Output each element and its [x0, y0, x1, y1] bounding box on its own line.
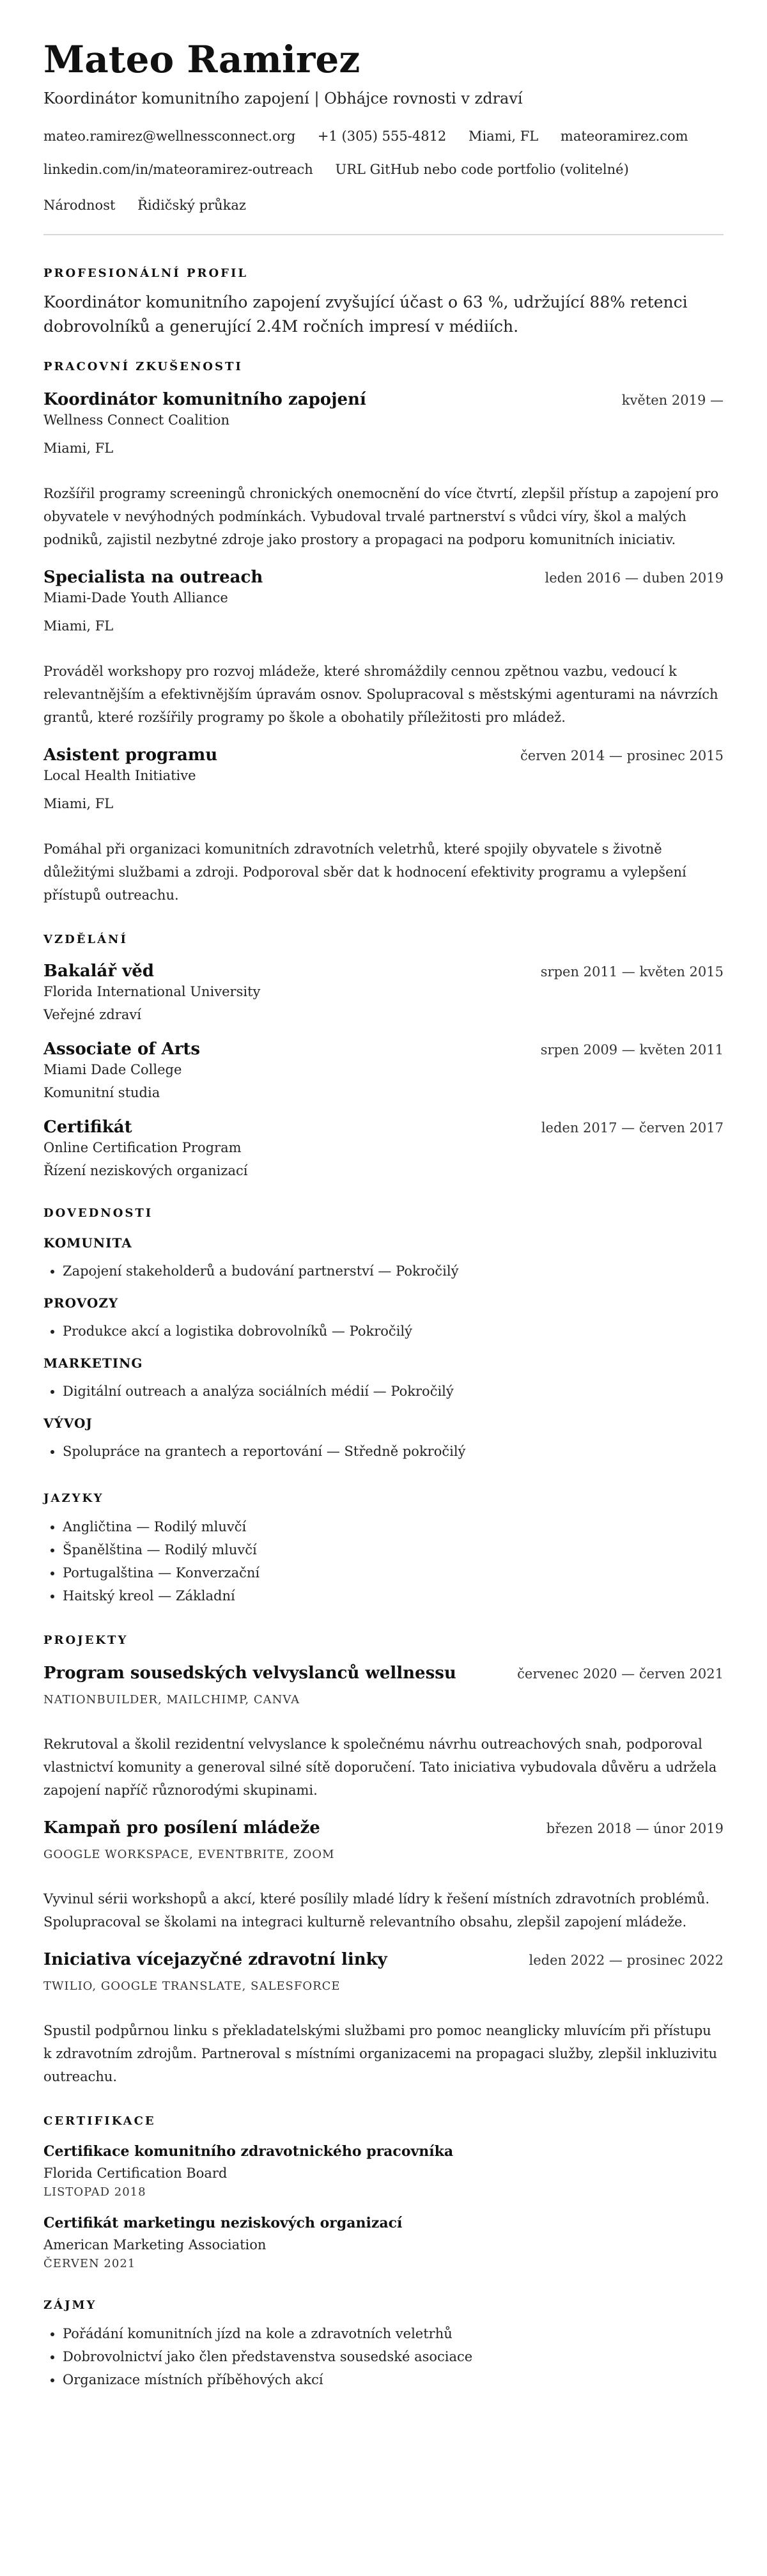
skill-category: [43, 1414, 724, 1463]
certification-issuer: American Marketing Association: [43, 2237, 267, 2252]
linkedin-link[interactable]: linkedin.com/in/mateoramirez-outreach: [43, 162, 313, 177]
github-link[interactable]: URL GitHub nebo code portfolio (volitelné): [335, 162, 629, 177]
skill-item: • Zapojení stakeholderů a budování partnerství — Pokročilý: [63, 1260, 724, 1283]
skill-item: • Spolupráce na grantech a reportování — Středně pokročilý: [63, 1440, 724, 1463]
section-title-interests: ZÁJMY: [43, 2299, 97, 2312]
skill-category-name: VÝVOJ: [43, 1416, 93, 1431]
job-description: Pomáhal při organizaci komunitních zdravotních veletrhů, které spojily obyvatele s životně důležitými službami a zdroji. Podporoval sběr dat k hodnocení efektivity programu a vylepšení přístupů outreachu.: [43, 841, 686, 903]
language-item: • Angličtina — Rodilý mluvčí: [63, 1515, 724, 1538]
interest-item: • Pořádání komunitních jízd na kole a zdravotních veletrhů: [63, 2322, 724, 2345]
certification-entry: [43, 2213, 724, 2272]
project-entry: [43, 1662, 724, 1802]
interests-section: [43, 2298, 724, 2391]
section-title-skills: DOVEDNOSTI: [43, 1206, 153, 1220]
job-dates: květen 2019 —: [621, 393, 724, 408]
license-text: Řidičský průkaz: [137, 198, 246, 213]
website-link[interactable]: mateoramirez.com: [560, 129, 688, 144]
skill-category: [43, 1234, 724, 1283]
skill-category: [43, 1354, 724, 1403]
links-row: [43, 160, 724, 179]
school-name: Florida International University: [43, 984, 261, 999]
nationality-text: Národnost: [43, 198, 116, 213]
skill-item: • Produkce akcí a logistika dobrovolníků — Pokročilý: [63, 1320, 724, 1343]
school-name: Miami Dade College: [43, 1062, 182, 1077]
location-text: Miami, FL: [468, 129, 539, 144]
skill-category-name: PROVOZY: [43, 1295, 119, 1311]
school-name: Online Certification Program: [43, 1140, 242, 1155]
section-title-projects: PROJEKTY: [43, 1634, 128, 1647]
job-description: Rozšířil programy screeningů chronických onemocnění do více čtvrtí, zlepšil přístup a zapojení pro obyvatele v nevýhodných podmínkách. Vybudoval trvalé partnerství s vůdci víry, škol a malých podniků, zajistil nezbytné zdroje jako prostory a propagaci na podporu komunitních iniciativ.: [43, 486, 719, 547]
project-dates: březen 2018 — únor 2019: [546, 1821, 724, 1836]
skill-category-name: KOMUNITA: [43, 1235, 132, 1251]
certification-date: ČERVEN 2021: [43, 2257, 136, 2270]
language-item: • Haitský kreol — Základní: [63, 1584, 724, 1607]
job-dates: leden 2016 — duben 2019: [545, 570, 724, 586]
job-dates: červen 2014 — prosinec 2015: [520, 748, 724, 763]
profile-summary: Koordinátor komunitního zapojení zvyšující účast o 63 %, udržující 88% retenci dobrovolníků a generující 2.4M ročních impresí v médiích.: [43, 293, 688, 336]
tagline: Koordinátor komunitního zapojení | Obhájce rovnosti v zdraví: [43, 90, 523, 107]
education-entry: [43, 1038, 724, 1102]
job-location: Miami, FL: [43, 796, 114, 811]
project-tech: GOOGLE WORKSPACE, EVENTBRITE, ZOOM: [43, 1848, 335, 1861]
skills-section: [43, 1206, 724, 1463]
experience-section: [43, 359, 724, 907]
degree-title: Associate of Arts: [43, 1040, 201, 1059]
certification-name: Certifikace komunitního zdravotnického pracovníka: [43, 2143, 454, 2160]
header-divider: [43, 234, 724, 235]
skill-category-name: MARKETING: [43, 1355, 143, 1371]
project-description: Vyvinul sérii workshopů a akcí, které posílily mladé lídry k řešení místních zdravotních problémů. Spolupracoval se školami na integraci kulturně relevantního obsahu, zlepšil zapojení mládeže.: [43, 1891, 710, 1930]
project-description: Spustil podpůrnou linku s překladatelskými službami pro pomoc neanglicky mluvícím při přístupu k zdravotním zdrojům. Partneroval s místními organizacemi na propagaci služby, zlepšil inkluzivitu outreachu.: [43, 2023, 718, 2084]
job-title: Koordinátor komunitního zapojení: [43, 390, 366, 409]
project-dates: červenec 2020 — červen 2021: [517, 1666, 724, 1682]
email-link[interactable]: mateo.ramirez@wellnessconnect.org: [43, 129, 296, 144]
project-name: Kampaň pro posílení mládeže: [43, 1818, 320, 1838]
project-dates: leden 2022 — prosinec 2022: [529, 1953, 724, 1968]
interest-item: • Dobrovolnictví jako člen představenstva sousedské asociace: [63, 2345, 724, 2368]
skill-item: • Digitální outreach a analýza sociálních médií — Pokročilý: [63, 1380, 724, 1403]
section-title-experience: PRACOVNÍ ZKUŠENOSTI: [43, 360, 243, 373]
project-entry: [43, 1817, 724, 1933]
education-dates: leden 2017 — červen 2017: [541, 1120, 724, 1136]
phone-text: +1 (305) 555-4812: [317, 129, 447, 144]
interest-item: • Organizace místních příběhových akcí: [63, 2368, 724, 2391]
job-title: Specialista na outreach: [43, 568, 263, 587]
candidate-name: Mateo Ramirez: [43, 38, 360, 81]
degree-title: Bakalář věd: [43, 962, 154, 981]
language-item: • Španělština — Rodilý mluvčí: [63, 1538, 724, 1561]
project-name: Iniciativa vícejazyčné zdravotní linky: [43, 1950, 387, 1969]
job-location: Miami, FL: [43, 441, 114, 456]
contact-row: [43, 127, 724, 146]
profile-section: [43, 266, 724, 339]
job-organization: Wellness Connect Coalition: [43, 412, 229, 428]
job-organization: Local Health Initiative: [43, 768, 196, 783]
projects-section: [43, 1633, 724, 2088]
languages-section: [43, 1491, 724, 1607]
skill-category: [43, 1294, 724, 1343]
experience-entry: [43, 566, 724, 729]
project-tech: NATIONBUILDER, MAILCHIMP, CANVA: [43, 1693, 300, 1706]
job-location: Miami, FL: [43, 618, 114, 634]
section-title-profile: PROFESIONÁLNÍ PROFIL: [43, 267, 249, 280]
project-description: Rekrutoval a školil rezidentní velvyslance k společnému návrhu outreachových snah, podporoval vlastnictví komunity a generoval silné sítě doporučení. Tato iniciativa vybudovala důvěru a udržela zapojení napříč různorodými skupinami.: [43, 1737, 717, 1798]
experience-entry: [43, 744, 724, 907]
education-dates: srpen 2009 — květen 2011: [540, 1042, 724, 1058]
project-tech: TWILIO, GOOGLE TRANSLATE, SALESFORCE: [43, 1979, 341, 1993]
project-name: Program sousedských velvyslanců wellnessu: [43, 1664, 456, 1683]
certification-name: Certifikát marketingu neziskových organizací: [43, 2215, 403, 2231]
certification-date: LISTOPAD 2018: [43, 2185, 146, 2199]
education-entry: [43, 1116, 724, 1180]
experience-entry: [43, 389, 724, 551]
education-entry: [43, 960, 724, 1024]
personal-row: [43, 196, 724, 215]
certifications-section: [43, 2114, 724, 2272]
section-title-education: VZDĚLÁNÍ: [43, 933, 128, 946]
job-description: Prováděl workshopy pro rozvoj mládeže, které shromáždily cennou zpětnou vazbu, vedoucí k relevantnějším a efektivnějším úpravám osnov. Spolupracoval s městskými agenturami na návrzích grantů, které rozšířily programy po škole a obohatily příležitosti pro mládež.: [43, 664, 718, 725]
degree-title: Certifikát: [43, 1118, 132, 1137]
field-of-study: Veřejné zdraví: [43, 1007, 141, 1022]
certification-entry: [43, 2142, 724, 2201]
section-title-languages: JAZYKY: [43, 1492, 104, 1505]
language-item: • Portugalština — Konverzační: [63, 1561, 724, 1584]
field-of-study: Komunitní studia: [43, 1085, 160, 1100]
field-of-study: Řízení neziskových organizací: [43, 1163, 248, 1178]
project-entry: [43, 1949, 724, 2088]
certification-issuer: Florida Certification Board: [43, 2166, 228, 2181]
education-dates: srpen 2011 — květen 2015: [540, 964, 724, 980]
education-section: [43, 932, 724, 1180]
job-organization: Miami-Dade Youth Alliance: [43, 590, 228, 605]
job-title: Asistent programu: [43, 745, 218, 765]
section-title-certifications: CERTIFIKACE: [43, 2114, 156, 2128]
